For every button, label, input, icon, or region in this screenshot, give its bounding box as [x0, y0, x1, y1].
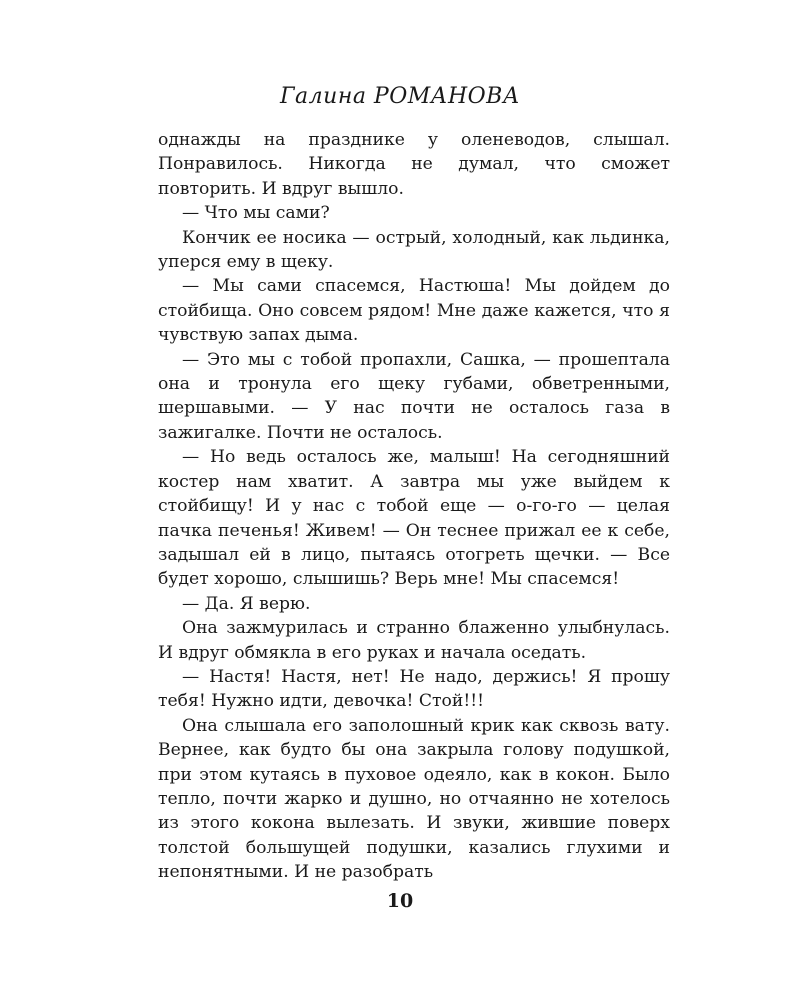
paragraph: Кончик ее носика — острый, холодный, как льдинка, уперся ему в щеку. — [158, 227, 670, 273]
paragraph: — Мы сами спасемся, Настюша! Мы дойдем до стойбища. Оно совсем рядом! Мне даже кажется, что я чувствую запах дыма. — [158, 276, 670, 346]
paragraph: — Но ведь осталось же, малыш! На сегодняшний костер нам хватит. А завтра мы уже выйдем к стойбищу! И у нас с тобой еще — о-го-го — целая пачка печенья! Живем! — Он теснее прижал ее к себе, задышал ей в лицо, пытаясь отогреть щечки. — Все будет хорошо, слышишь? Верь мне! Мы спасемся! — [158, 447, 670, 590]
paragraph: однажды на празднике у оленеводов, слышал. Понравилось. Никогда не думал, что сможет повторить. И вдруг вышло. — [158, 130, 670, 199]
body-text — [158, 128, 670, 885]
paragraph: Она слышала его заполошный крик как сквозь вату. Вернее, как будто бы она закрыла голову подушкой, при этом кутаясь в пуховое одеяло, как в кокон. Было тепло, почти жарко и душно, но отчаянно не хотелось из этого кокона вылезать. И звуки, жившие поверх толстой большущей подушки, казались глухими и непонятными. И не разобрать — [158, 715, 670, 883]
paragraph: — Это мы с тобой пропахли, Сашка, — прошептала она и тронула его щеку губами, обветренными, шершавыми. — У нас почти не осталось газа в зажигалке. Почти не осталось. — [158, 349, 670, 443]
paragraph: — Что мы сами? — [182, 203, 330, 224]
page-number: 10 — [386, 890, 414, 912]
running-head: Галина РОМАНОВА — [279, 84, 521, 109]
paragraph: — Да. Я верю. — [182, 593, 311, 614]
paragraph: — Настя! Настя, нет! Не надо, держись! Я прошу тебя! Нужно идти, девочка! Стой!!! — [158, 666, 670, 712]
paragraph: Она зажмурилась и странно блаженно улыбнулась. И вдруг обмякла в его руках и начала оседать. — [158, 618, 670, 663]
